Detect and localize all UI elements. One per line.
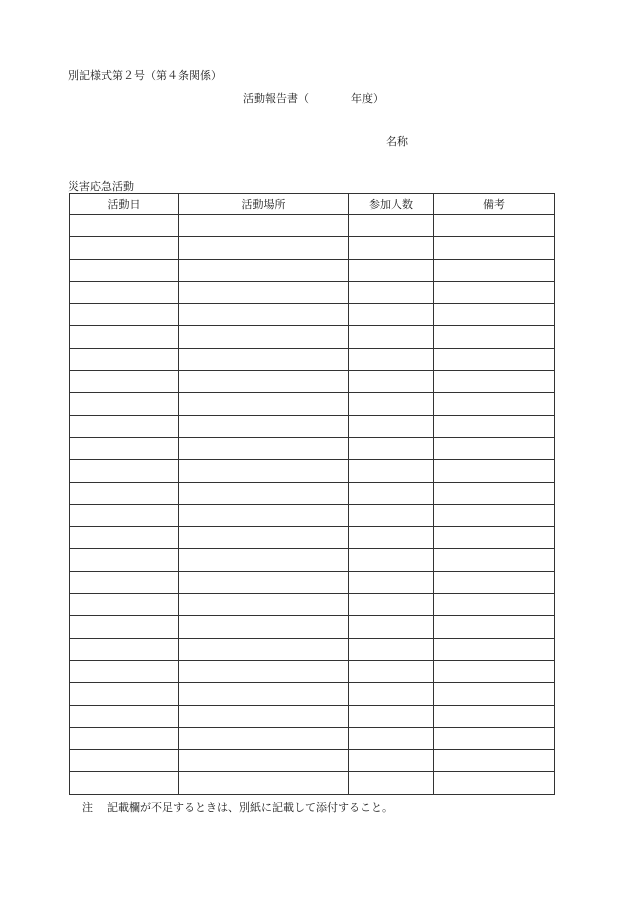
cell-activity-location[interactable]: [179, 326, 349, 348]
table-row: [70, 281, 555, 303]
table-row: [70, 348, 555, 370]
note-text: 記載欄が不足するときは、別紙に記載して添付すること。: [107, 801, 393, 814]
organization-name-label: 名称: [386, 135, 408, 148]
cell-activity-date[interactable]: [70, 415, 179, 437]
cell-participants[interactable]: [349, 237, 434, 259]
table-row: [70, 660, 555, 682]
column-header-remarks: 備考: [434, 194, 555, 215]
cell-remarks[interactable]: [434, 504, 555, 526]
table-row: [70, 415, 555, 437]
cell-participants[interactable]: [349, 415, 434, 437]
cell-activity-location[interactable]: [179, 281, 349, 303]
column-header-activity-date: 活動日: [70, 194, 179, 215]
cell-remarks[interactable]: [434, 326, 555, 348]
cell-remarks[interactable]: [434, 215, 555, 237]
cell-activity-location[interactable]: [179, 660, 349, 682]
form-number-label: 別記様式第２号（第４条関係）: [68, 69, 222, 82]
cell-activity-date[interactable]: [70, 750, 179, 772]
cell-activity-date[interactable]: [70, 594, 179, 616]
table-row: [70, 727, 555, 749]
cell-remarks[interactable]: [434, 750, 555, 772]
cell-remarks[interactable]: [434, 571, 555, 593]
cell-activity-location[interactable]: [179, 482, 349, 504]
cell-activity-location[interactable]: [179, 460, 349, 482]
table-row: [70, 393, 555, 415]
table-row: [70, 304, 555, 326]
cell-activity-date[interactable]: [70, 705, 179, 727]
report-title: [243, 90, 384, 106]
cell-activity-location[interactable]: [179, 259, 349, 281]
cell-activity-location[interactable]: [179, 348, 349, 370]
cell-participants[interactable]: [349, 705, 434, 727]
table-row: [70, 215, 555, 237]
cell-activity-date[interactable]: [70, 326, 179, 348]
cell-remarks[interactable]: [434, 437, 555, 459]
cell-activity-location[interactable]: [179, 616, 349, 638]
cell-remarks[interactable]: [434, 683, 555, 705]
cell-remarks[interactable]: [434, 660, 555, 682]
column-header-participants: 参加人数: [349, 194, 434, 215]
cell-activity-date[interactable]: [70, 460, 179, 482]
report-title-suffix: 年度）: [351, 92, 384, 105]
cell-activity-location[interactable]: [179, 772, 349, 794]
cell-activity-date[interactable]: [70, 304, 179, 326]
cell-activity-date[interactable]: [70, 437, 179, 459]
cell-remarks[interactable]: [434, 616, 555, 638]
cell-activity-location[interactable]: [179, 527, 349, 549]
cell-remarks[interactable]: [434, 638, 555, 660]
cell-remarks[interactable]: [434, 259, 555, 281]
cell-participants[interactable]: [349, 772, 434, 794]
table-row: [70, 616, 555, 638]
cell-activity-date[interactable]: [70, 527, 179, 549]
table-header-row: [70, 194, 555, 215]
cell-activity-date[interactable]: [70, 237, 179, 259]
cell-participants[interactable]: [349, 371, 434, 393]
table-row: [70, 638, 555, 660]
cell-participants[interactable]: [349, 594, 434, 616]
cell-activity-location[interactable]: [179, 215, 349, 237]
table-row: [70, 527, 555, 549]
table-row: [70, 772, 555, 794]
cell-remarks[interactable]: [434, 772, 555, 794]
cell-activity-location[interactable]: [179, 437, 349, 459]
cell-activity-date[interactable]: [70, 727, 179, 749]
cell-activity-date[interactable]: [70, 683, 179, 705]
cell-activity-location[interactable]: [179, 705, 349, 727]
cell-activity-date[interactable]: [70, 616, 179, 638]
table-row: [70, 437, 555, 459]
cell-participants[interactable]: [349, 504, 434, 526]
cell-activity-date[interactable]: [70, 215, 179, 237]
cell-activity-location[interactable]: [179, 415, 349, 437]
cell-participants[interactable]: [349, 616, 434, 638]
cell-remarks[interactable]: [434, 549, 555, 571]
cell-activity-location[interactable]: [179, 371, 349, 393]
cell-remarks[interactable]: [434, 393, 555, 415]
cell-activity-location[interactable]: [179, 237, 349, 259]
table-row: [70, 571, 555, 593]
cell-activity-date[interactable]: [70, 371, 179, 393]
table-row: [70, 594, 555, 616]
table-row: [70, 460, 555, 482]
cell-participants[interactable]: [349, 326, 434, 348]
cell-activity-date[interactable]: [70, 772, 179, 794]
cell-activity-location[interactable]: [179, 549, 349, 571]
cell-activity-location[interactable]: [179, 638, 349, 660]
cell-activity-date[interactable]: [70, 482, 179, 504]
cell-participants[interactable]: [349, 527, 434, 549]
cell-remarks[interactable]: [434, 281, 555, 303]
cell-remarks[interactable]: [434, 460, 555, 482]
cell-activity-date[interactable]: [70, 549, 179, 571]
cell-activity-date[interactable]: [70, 571, 179, 593]
table-row: [70, 237, 555, 259]
report-title-prefix: 活動報告書（: [243, 92, 309, 105]
cell-activity-location[interactable]: [179, 683, 349, 705]
cell-participants[interactable]: [349, 259, 434, 281]
cell-activity-location[interactable]: [179, 304, 349, 326]
cell-participants[interactable]: [349, 437, 434, 459]
activity-table: [69, 193, 555, 795]
note-mark: 注: [82, 801, 93, 814]
cell-participants[interactable]: [349, 460, 434, 482]
cell-activity-date[interactable]: [70, 393, 179, 415]
cell-participants[interactable]: [349, 549, 434, 571]
table-row: [70, 750, 555, 772]
table-row: [70, 705, 555, 727]
cell-participants[interactable]: [349, 482, 434, 504]
cell-remarks[interactable]: [434, 371, 555, 393]
cell-remarks[interactable]: [434, 727, 555, 749]
cell-participants[interactable]: [349, 750, 434, 772]
cell-participants[interactable]: [349, 281, 434, 303]
cell-activity-location[interactable]: [179, 571, 349, 593]
cell-activity-date[interactable]: [70, 281, 179, 303]
cell-participants[interactable]: [349, 660, 434, 682]
cell-activity-location[interactable]: [179, 393, 349, 415]
cell-remarks[interactable]: [434, 348, 555, 370]
cell-remarks[interactable]: [434, 527, 555, 549]
cell-activity-location[interactable]: [179, 504, 349, 526]
table-row: [70, 482, 555, 504]
footnote: [82, 799, 393, 815]
table-row: [70, 504, 555, 526]
cell-participants[interactable]: [349, 683, 434, 705]
cell-remarks[interactable]: [434, 594, 555, 616]
cell-activity-date[interactable]: [70, 348, 179, 370]
cell-remarks[interactable]: [434, 304, 555, 326]
cell-participants[interactable]: [349, 304, 434, 326]
cell-participants[interactable]: [349, 348, 434, 370]
cell-remarks[interactable]: [434, 705, 555, 727]
table-body: [70, 215, 555, 795]
cell-activity-date[interactable]: [70, 504, 179, 526]
cell-participants[interactable]: [349, 571, 434, 593]
table-row: [70, 683, 555, 705]
column-header-activity-location: 活動場所: [179, 194, 349, 215]
cell-remarks[interactable]: [434, 237, 555, 259]
cell-activity-location[interactable]: [179, 594, 349, 616]
cell-activity-location[interactable]: [179, 750, 349, 772]
section-title: 災害応急活動: [68, 180, 134, 193]
cell-activity-date[interactable]: [70, 660, 179, 682]
cell-remarks[interactable]: [434, 415, 555, 437]
table-row: [70, 326, 555, 348]
cell-activity-date[interactable]: [70, 259, 179, 281]
table-row: [70, 259, 555, 281]
cell-participants[interactable]: [349, 215, 434, 237]
cell-activity-date[interactable]: [70, 638, 179, 660]
table-row: [70, 371, 555, 393]
table-row: [70, 549, 555, 571]
cell-participants[interactable]: [349, 638, 434, 660]
cell-participants[interactable]: [349, 727, 434, 749]
cell-remarks[interactable]: [434, 482, 555, 504]
cell-participants[interactable]: [349, 393, 434, 415]
cell-activity-location[interactable]: [179, 727, 349, 749]
